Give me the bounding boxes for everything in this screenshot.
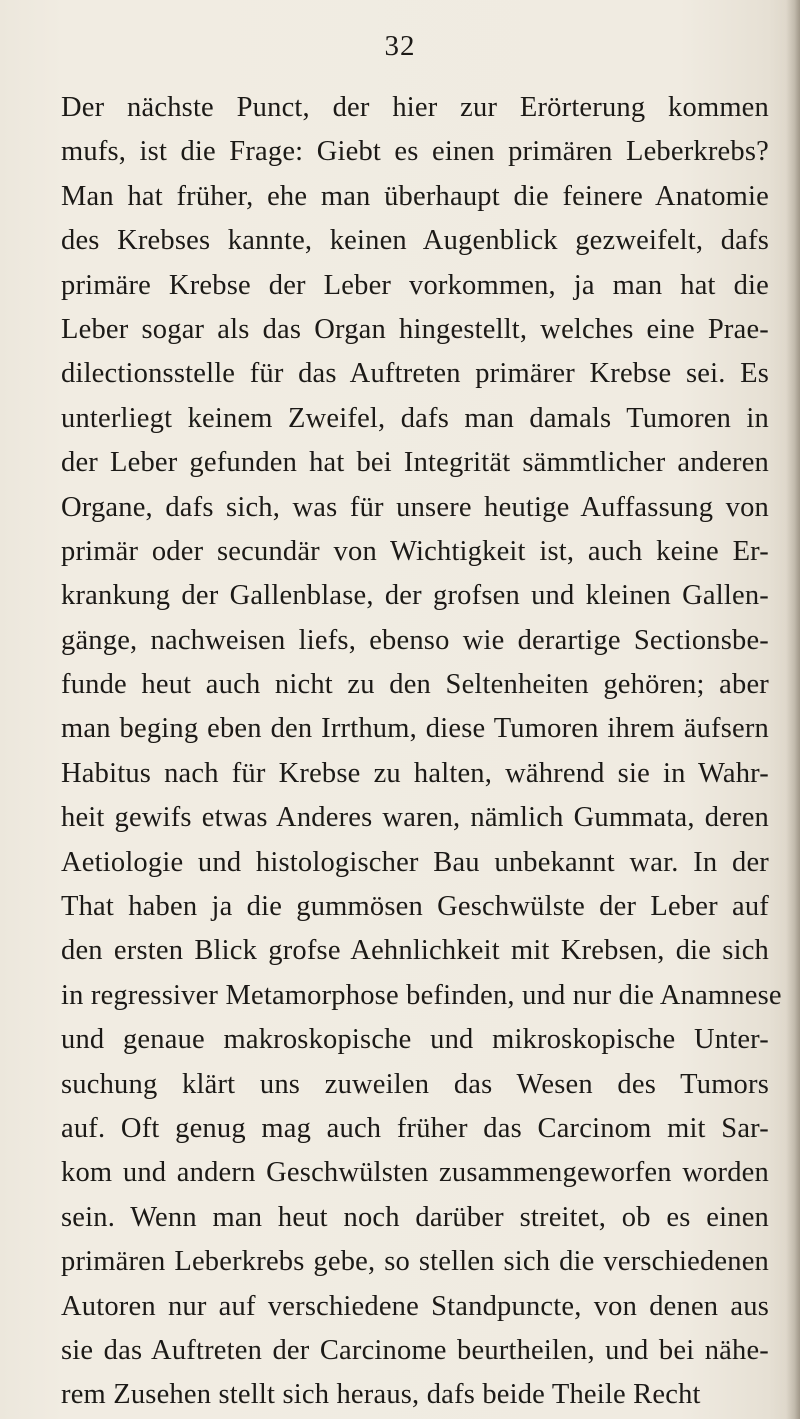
text-line: krankung der Gallenblase, der grofsen und kleinen Gallen- — [61, 580, 769, 612]
text-line: rem Zusehen stellt sich heraus, dafs beide Theile Recht — [61, 1379, 701, 1411]
text-line: heit gewifs etwas Anderes waren, nämlich Gummata, deren — [61, 802, 769, 834]
text-line: funde heut auch nicht zu den Seltenheiten gehören; aber — [61, 669, 769, 701]
text-line: Man hat früher, ehe man überhaupt die feinere Anatomie — [61, 180, 769, 212]
text-line: primäre Krebse der Leber vorkommen, ja man hat die — [61, 269, 769, 301]
text-line: primären Leberkrebs gebe, so stellen sich die verschiedenen — [61, 1246, 769, 1278]
text-line: Autoren nur auf verschiedene Standpuncte, von denen aus — [61, 1290, 769, 1322]
text-line: des Krebses kannte, keinen Augenblick gezweifelt, dafs — [61, 225, 769, 257]
text-line: Leber sogar als das Organ hingestellt, welches eine Prae- — [61, 313, 769, 345]
text-line: Aetiologie und histologischer Bau unbekannt war. In der — [61, 846, 769, 878]
text-line: auf. Oft genug mag auch früher das Carcinom mit Sar- — [61, 1112, 769, 1144]
text-line: kom und andern Geschwülsten zusammengeworfen worden — [61, 1157, 769, 1189]
text-line: sein. Wenn man heut noch darüber streitet, ob es einen — [61, 1201, 769, 1233]
text-line: primär oder secundär von Wichtigkeit ist, auch keine Er- — [61, 535, 769, 567]
text-line: man beging eben den Irrthum, diese Tumoren ihrem äufsern — [61, 713, 769, 745]
body-text — [61, 86, 782, 1418]
text-line: den ersten Blick grofse Aehnlichkeit mit Krebsen, die sich — [61, 935, 769, 967]
text-line: suchung klärt uns zuweilen das Wesen des Tumors — [61, 1068, 769, 1100]
text-line: mufs, ist die Frage: Giebt es einen primären Leberkrebs? — [61, 136, 769, 168]
page-edge-shadow — [786, 0, 800, 1419]
text-line: Habitus nach für Krebse zu halten, während sie in Wahr- — [61, 757, 769, 789]
text-line: in regressiver Metamorphose befinden, und nur die Anamnese — [61, 979, 782, 1011]
text-line: sie das Auftreten der Carcinome beurtheilen, und bei nähe- — [61, 1334, 769, 1366]
text-line: dilectionsstelle für das Auftreten primärer Krebse sei. Es — [61, 358, 769, 390]
text-line: Organe, dafs sich, was für unsere heutige Auffassung von — [61, 491, 769, 523]
text-line: Der nächste Punct, der hier zur Erörterung kommen — [61, 92, 769, 123]
text-line: unterliegt keinem Zweifel, dafs man damals Tumoren in — [61, 402, 769, 434]
page-number: 32 — [384, 30, 416, 62]
text-line: gänge, nachweisen liefs, ebenso wie derartige Sectionsbe- — [61, 624, 769, 656]
text-line: und genaue makroskopische und mikroskopische Unter- — [61, 1024, 769, 1056]
text-line: That haben ja die gummösen Geschwülste der Leber auf — [61, 891, 769, 923]
text-line: der Leber gefunden hat bei Integrität sämmtlicher anderen — [61, 447, 769, 479]
